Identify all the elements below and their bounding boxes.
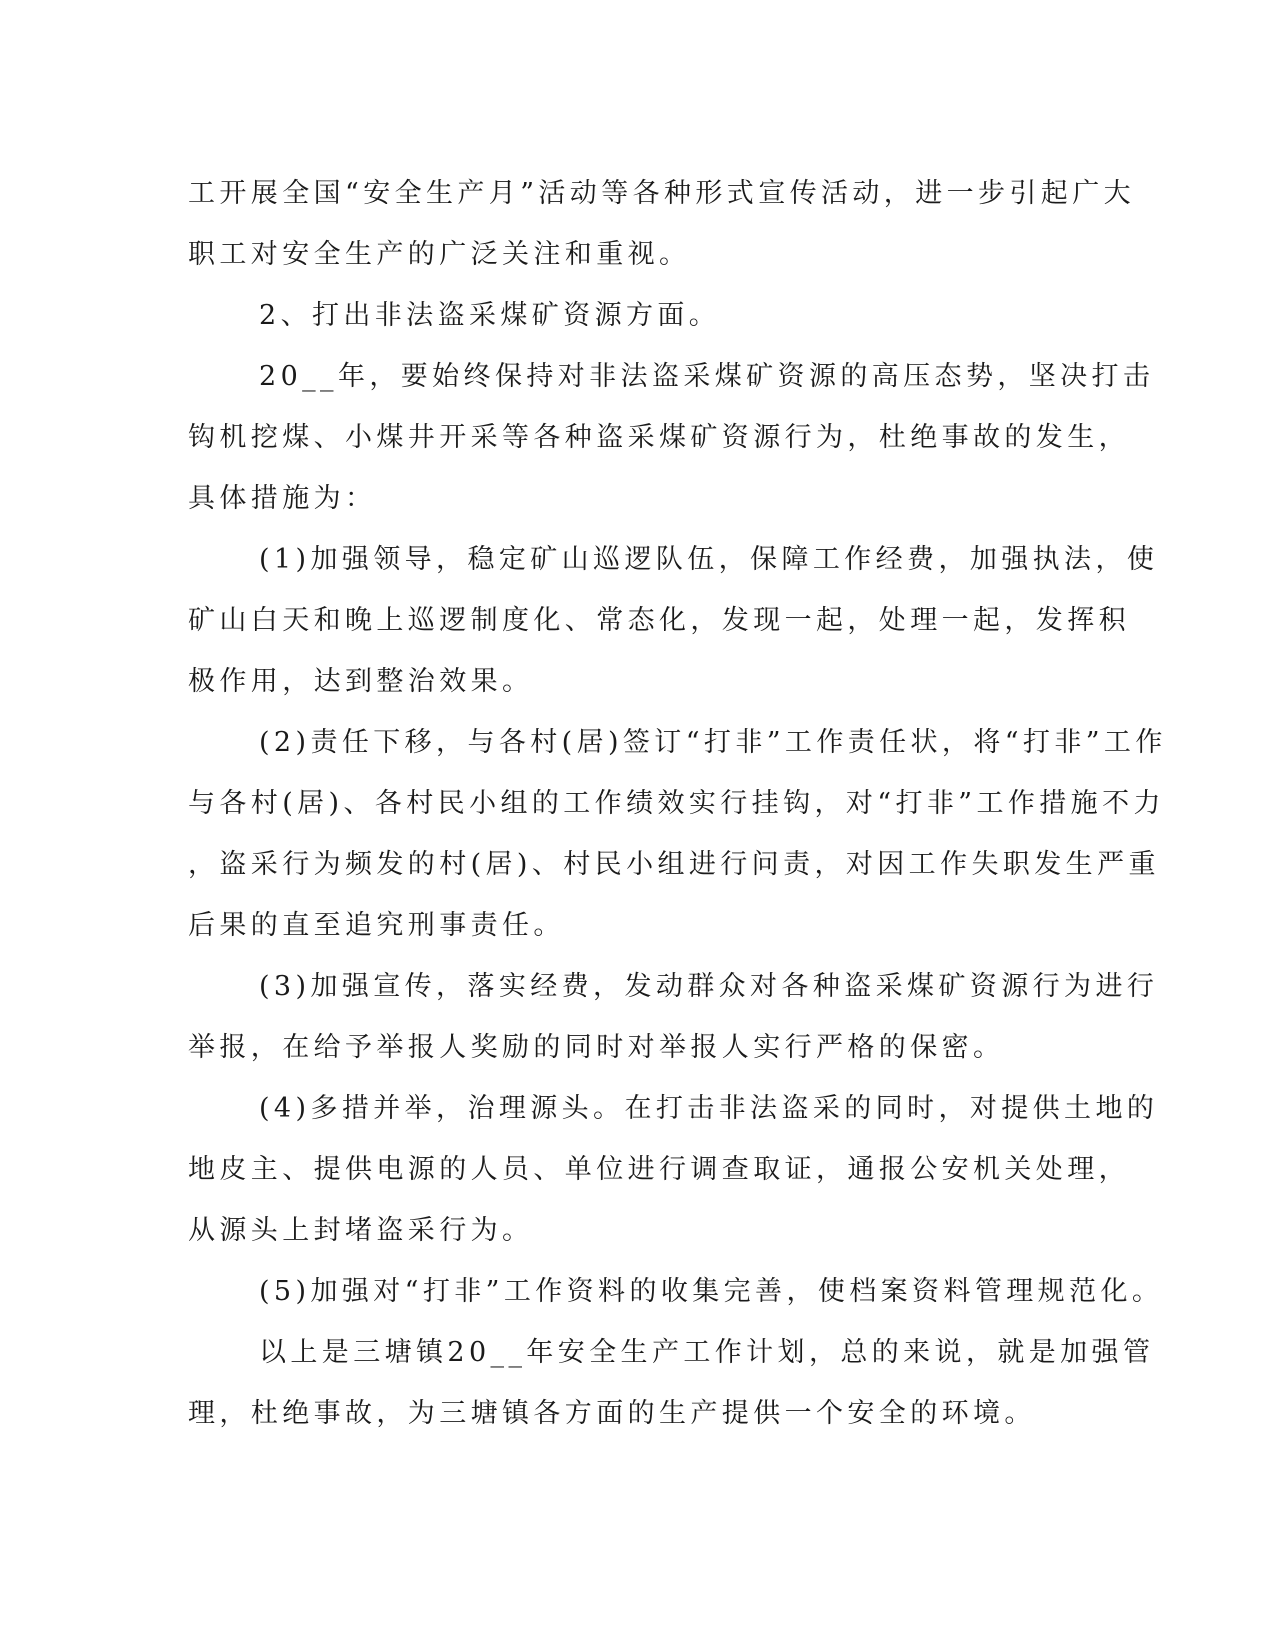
measure-5-line-1: (5)加强对“打非”工作资料的收集完善，使档案资料管理规范化。 [259,1276,1164,1307]
document-body [188,163,1167,1444]
measure-4-line-3: 从源头上封堵盗采行为。 [188,1215,534,1246]
section-heading: 2、打出非法盗采煤矿资源方面。 [259,300,721,331]
measure-3-line-1: (3)加强宣传，落实经费，发动群众对各种盗采煤矿资源行为进行 [259,971,1159,1002]
measure-2-line-1: (2)责任下移，与各村(居)签订“打非”工作责任状，将“打非”工作 [259,727,1167,758]
measure-2-line-4: 后果的直至追究刑事责任。 [188,910,565,941]
text-line-1: 工开展全国“安全生产月”活动等各种形式宣传活动，进一步引起广大 [188,178,1136,209]
measure-3-line-2: 举报，在给予举报人奖励的同时对举报人实行严格的保密。 [188,1032,1005,1063]
conclusion-line-2: 理，杜绝事故，为三塘镇各方面的生产提供一个安全的环境。 [188,1398,1036,1429]
measure-1-line-2: 矿山白天和晚上巡逻制度化、常态化，发现一起，处理一起，发挥积 [188,605,1130,636]
text-line-6: 具体措施为： [188,483,377,514]
measure-4-line-1: (4)多措并举，治理源头。在打击非法盗采的同时，对提供土地的 [259,1093,1159,1124]
text-line-5: 钩机挖煤、小煤井开采等各种盗采煤矿资源行为，杜绝事故的发生， [188,422,1130,453]
measure-1-line-1: (1)加强领导，稳定矿山巡逻队伍，保障工作经费，加强执法，使 [259,544,1159,575]
text-line-4: 20__年，要始终保持对非法盗采煤矿资源的高压态势，坚决打击 [259,361,1155,392]
conclusion-line-1: 以上是三塘镇20__年安全生产工作计划，总的来说，就是加强管 [259,1337,1155,1368]
measure-1-line-3: 极作用，达到整治效果。 [188,666,534,697]
measure-2-line-2: 与各村(居)、各村民小组的工作绩效实行挂钩，对“打非”工作措施不力 [188,788,1165,819]
measure-2-line-3: ，盗采行为频发的村(居)、村民小组进行问责，对因工作失职发生严重 [188,849,1160,880]
text-line-2: 职工对安全生产的广泛关注和重视。 [188,239,691,270]
measure-4-line-2: 地皮主、提供电源的人员、单位进行调查取证，通报公安机关处理， [188,1154,1130,1185]
